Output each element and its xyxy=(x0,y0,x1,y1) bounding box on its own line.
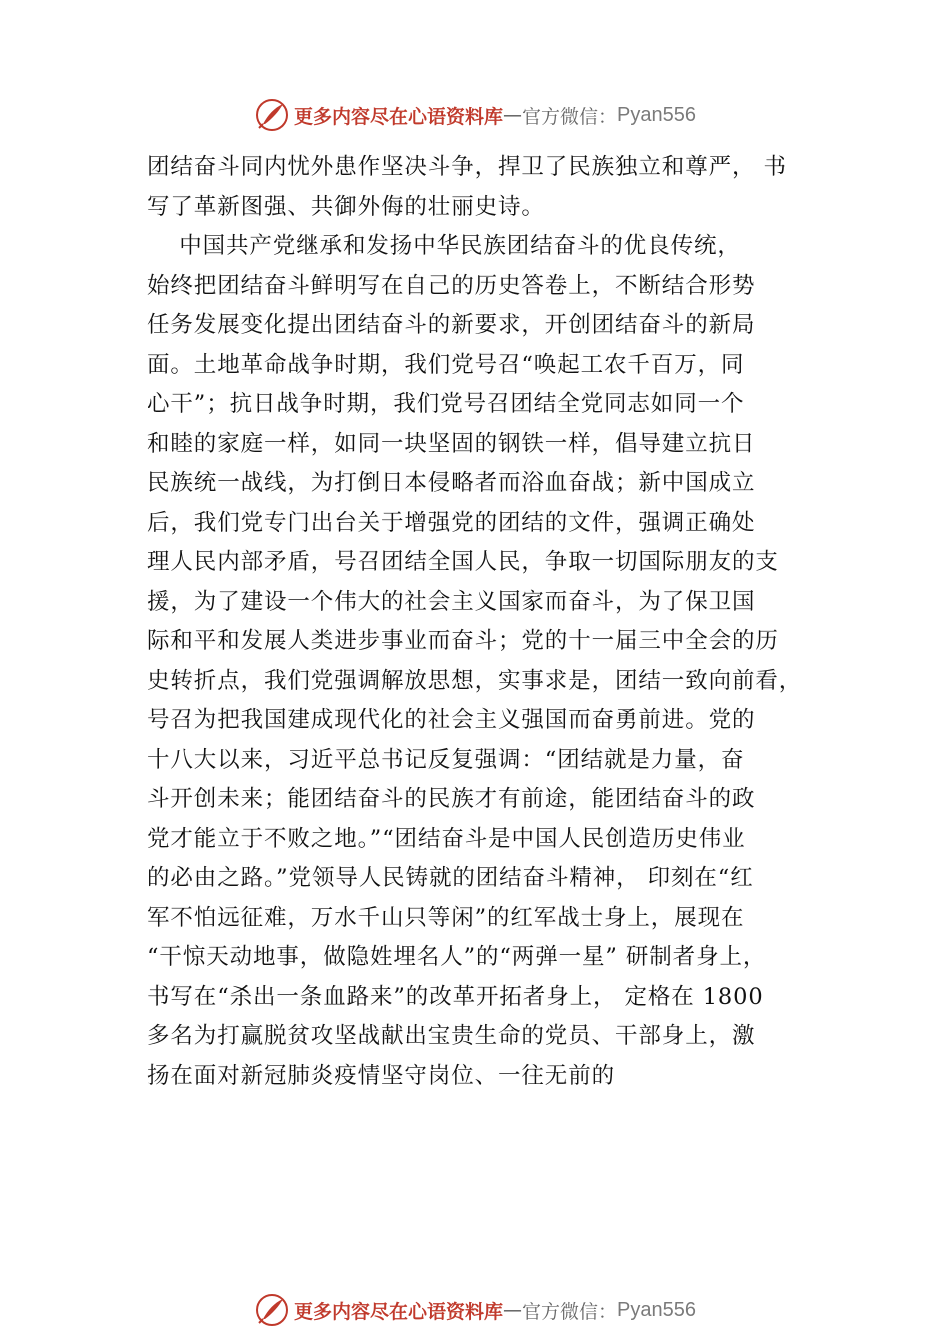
text-line: 团结奋斗同内忧外患作坚决斗争，捍卫了民族独立和尊严， 书 xyxy=(147,154,787,180)
text-line: 的必由之路。”党领导人民铸就的团结奋斗精神， 印刻在“红 xyxy=(147,865,754,891)
text-line: 十八大以来，习近平总书记反复强调：“团结就是力量，奋 xyxy=(147,746,745,773)
text-line: 始终把团结奋斗鲜明写在自己的历史答卷上，不断结合形势 xyxy=(147,272,756,299)
text-line: 际和平和发展人类进步事业而奋斗；党的十一届三中全会的历 xyxy=(147,628,779,654)
text-line: 书写在“杀出一条血路来”的改革开拓者身上， 定格在 1800 xyxy=(147,983,764,1010)
footer-watermark xyxy=(0,1290,950,1330)
header-watermark xyxy=(0,95,950,135)
text-line: 任务发展变化提出团结奋斗的新要求，开创团结奋斗的新局 xyxy=(147,312,756,338)
text-line: 扬在面对新冠肺炎疫情坚守岗位、一往无前的 xyxy=(147,1062,616,1089)
text-line: 心干”；抗日战争时期，我们党号召团结全党同志如同一个 xyxy=(147,391,745,417)
text-line: 后，我们党专门出台关于增强党的团结的文件，强调正确处 xyxy=(147,509,756,536)
quill-logo-icon xyxy=(254,1292,290,1328)
text-line: 军不怕远征难，万水千山只等闲”的红军战士身上，展现在 xyxy=(147,904,745,931)
text-line: 多名为打赢脱贫攻坚战献出宝贵生命的党员、干部身上，激 xyxy=(147,1023,756,1049)
header-dash: — xyxy=(503,104,523,126)
header-brand-text: 更多内容尽在心语资料库 xyxy=(294,105,504,128)
text-line: 理人民内部矛盾，号召团结全国人民，争取一切国际朋友的支 xyxy=(147,549,779,575)
text-line: 民族统一战线，为打倒日本侵略者而浴血奋战；新中国成立 xyxy=(147,470,756,496)
header-wechat-id: Pyan556 xyxy=(617,103,696,126)
document-body xyxy=(147,148,847,1096)
header-official-label: 官方微信： xyxy=(522,105,618,128)
footer-wechat-id: Pyan556 xyxy=(617,1298,696,1321)
text-line: 史转折点，我们党强调解放思想，实事求是，团结一致向前看， xyxy=(147,667,803,694)
text-line: 党才能立于不败之地。”“团结奋斗是中国人民创造历史伟业 xyxy=(147,825,746,852)
text-line: 号召为把我国建成现代化的社会主义强国而奋勇前进。党的 xyxy=(147,707,756,733)
footer-dash: — xyxy=(503,1299,523,1321)
quill-logo-icon xyxy=(254,97,290,133)
text-line: 面。土地革命战争时期，我们党号召“唤起工农千百万，同 xyxy=(147,351,745,378)
text-line: 中国共产党继承和发扬中华民族团结奋斗的优良传统， xyxy=(147,233,741,259)
text-line: 斗开创未来；能团结奋斗的民族才有前途，能团结奋斗的政 xyxy=(147,786,756,812)
text-line: 写了革新图强、共御外侮的壮丽史诗。 xyxy=(147,193,545,220)
footer-official-label: 官方微信： xyxy=(522,1300,618,1323)
footer-brand-text: 更多内容尽在心语资料库 xyxy=(294,1300,504,1323)
text-line: “干惊天动地事，做隐姓埋名人”的“两弹一星” 研制者身上， xyxy=(147,944,767,970)
text-line: 援，为了建设一个伟大的社会主义国家而奋斗，为了保卫国 xyxy=(147,588,756,615)
text-line: 和睦的家庭一样，如同一块坚固的钢铁一样，倡导建立抗日 xyxy=(147,430,756,457)
